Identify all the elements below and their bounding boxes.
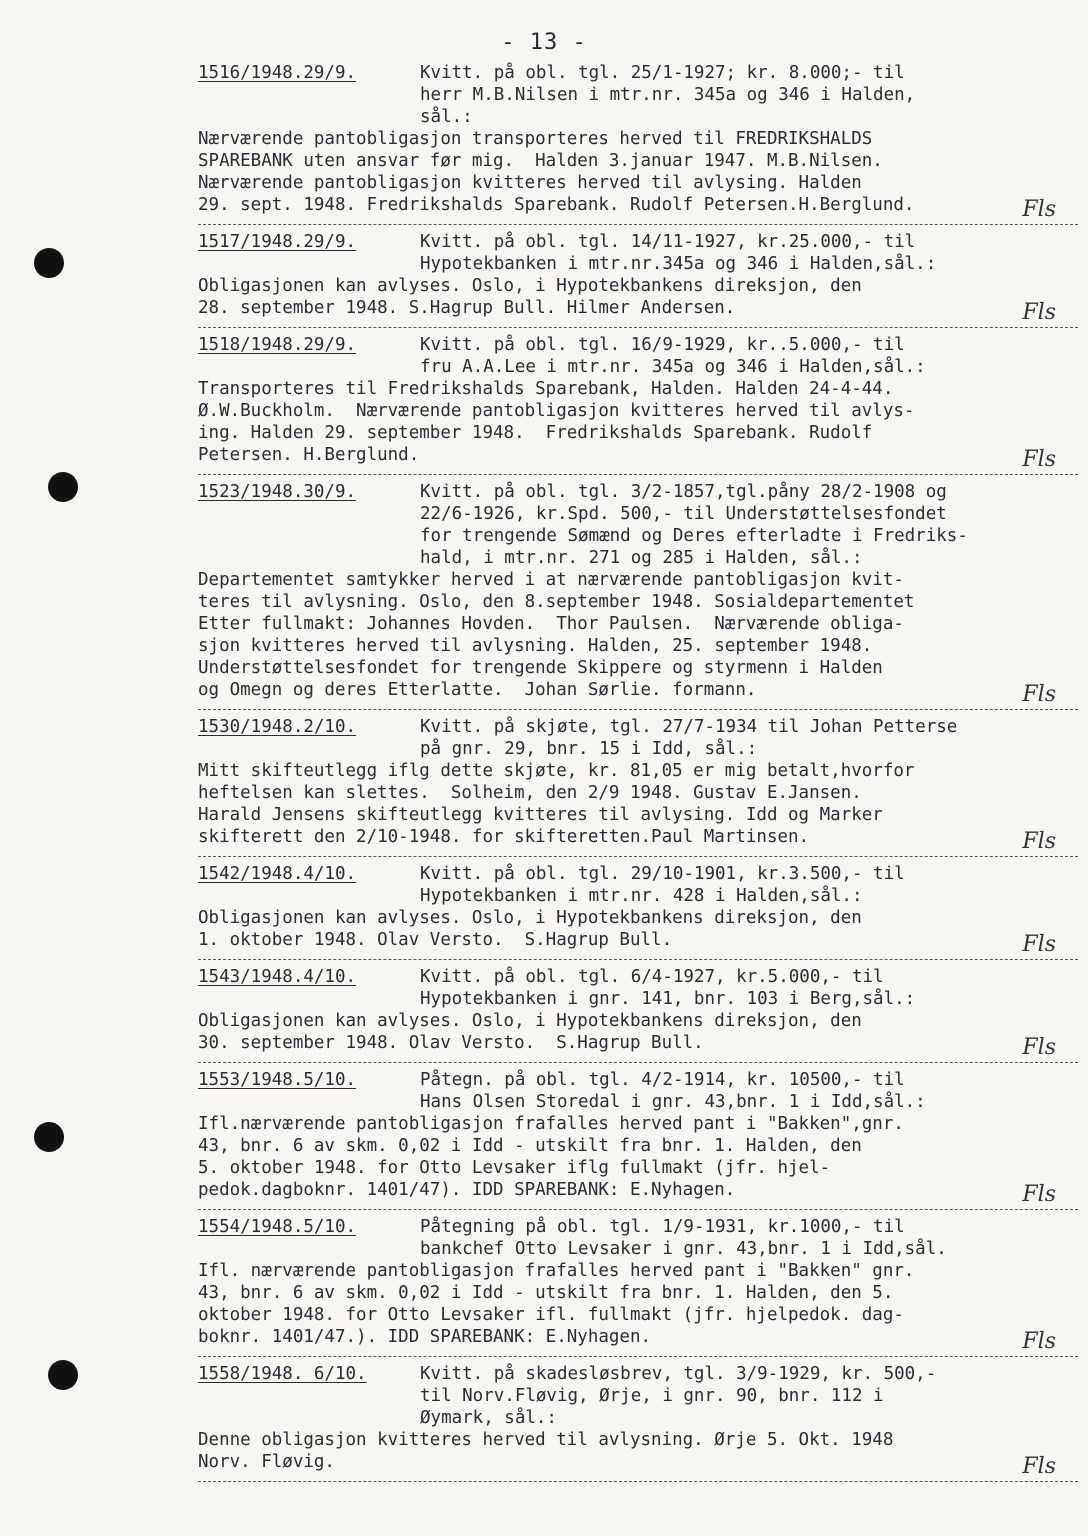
entry-body: Denne obligasjon kvitteres herved til avlysning. Ørje 5. Okt. 1948 Norv. Fløvig. bbox=[198, 1430, 894, 1472]
entry-separator bbox=[198, 1209, 1078, 1210]
entry-initials: Fls bbox=[1022, 829, 1056, 854]
entry-reference: 1523/1948.30/9. bbox=[198, 482, 357, 502]
entry-reference: 1516/1948.29/9. bbox=[198, 63, 357, 83]
journal-entry bbox=[198, 62, 1078, 222]
journal-entry bbox=[198, 1069, 1078, 1207]
entry-heading: Kvitt. på obl. tgl. 29/10-1901, kr.3.500,- til Hypotekbanken i mtr.nr. 428 i Halden,sål.: bbox=[420, 864, 905, 906]
entry-initials: Fls bbox=[1022, 1454, 1056, 1479]
entry-separator bbox=[198, 224, 1078, 225]
entry-initials: Fls bbox=[1022, 1329, 1056, 1354]
entry-initials: Fls bbox=[1022, 1035, 1056, 1060]
entry-heading: Påtegning på obl. tgl. 1/9-1931, kr.1000,- til bankchef Otto Levsaker i gnr. 43,bnr. 1 i Idd,sål. bbox=[420, 1217, 947, 1259]
journal-entry bbox=[198, 1216, 1078, 1354]
journal-entry bbox=[198, 231, 1078, 325]
entry-heading: Kvitt. på obl. tgl. 3/2-1857,tgl.påny 28/2-1908 og 22/6-1926, kr.Spd. 500,- til Understøttelsesfondet for trengende Sømænd og Deres efterladte i Fredriks- hald, i mtr.nr. 271 og 285 i Halden, sål.: bbox=[420, 482, 968, 568]
entry-heading: Kvitt. på obl. tgl. 14/11-1927, kr.25.000,- til Hypotekbanken i mtr.nr.345a og 346 i Halden,sål.: bbox=[420, 232, 937, 274]
entry-separator bbox=[198, 1356, 1078, 1357]
entry-reference: 1558/1948. 6/10. bbox=[198, 1364, 367, 1384]
journal-entry bbox=[198, 1363, 1078, 1479]
entry-initials: Fls bbox=[1022, 197, 1056, 222]
page-number: - 13 - bbox=[501, 30, 587, 55]
entry-reference: 1553/1948.5/10. bbox=[198, 1070, 357, 1090]
entry-reference: 1518/1948.29/9. bbox=[198, 335, 357, 355]
entry-heading: Kvitt. på obl. tgl. 25/1-1927; kr. 8.000;- til herr M.B.Nilsen i mtr.nr. 345a og 346 i Halden, sål.: bbox=[420, 63, 916, 127]
journal-entry bbox=[198, 481, 1078, 707]
punch-hole bbox=[48, 1360, 78, 1390]
entry-body: Obligasjonen kan avlyses. Oslo, i Hypotekbankens direksjon, den 30. september 1948. Olav Versto. S.Hagrup Bull. bbox=[198, 1011, 862, 1053]
entry-body: Departementet samtykker herved i at nærværende pantobligasjon kvit- teres til avlysning. Oslo, den 8.september 1948. Sosialdepartementet Etter fullmakt: Johannes Hovden. Thor Paulsen. Nærværende obliga- sjon kvitteres herved til avlysning. Halden, 25. september 1948. Understøttelsesfondet for trengende Skippere og styrmenn i Halden og Omegn og deres Etterlatte. Johan Sørlie. formann. bbox=[198, 570, 915, 700]
entry-body: Ifl. nærværende pantobligasjon frafalles herved pant i "Bakken" gnr. 43, bnr. 6 av skm. 0,02 i Idd - utskilt fra bnr. 1. Halden, den 5. oktober 1948. for Otto Levsaker ifl. fullmakt (jfr. hjelpedok. dag- boknr. 1401/47.). IDD SPAREBANK: E.Nyhagen. bbox=[198, 1261, 915, 1347]
entry-initials: Fls bbox=[1022, 1182, 1056, 1207]
entry-body: Nærværende pantobligasjon transporteres herved til FREDRIKSHALDS SPAREBANK uten ansvar før mig. Halden 3.januar 1947. M.B.Nilsen. Nærværende pantobligasjon kvitteres herved til avlysing. Halden 29. sept. 1948. Fredrikshalds Sparebank. Rudolf Petersen.H.Berglund. bbox=[198, 129, 915, 215]
entry-heading: Kvitt. på skjøte, tgl. 27/7-1934 til Johan Petterse på gnr. 29, bnr. 15 i Idd, sål.: bbox=[420, 717, 958, 759]
entry-separator bbox=[198, 856, 1078, 857]
entry-body: Obligasjonen kan avlyses. Oslo, i Hypotekbankens direksjon, den 28. september 1948. S.Hagrup Bull. Hilmer Andersen. bbox=[198, 276, 862, 318]
entry-initials: Fls bbox=[1022, 300, 1056, 325]
entry-reference: 1554/1948.5/10. bbox=[198, 1217, 357, 1237]
entry-separator bbox=[198, 1062, 1078, 1063]
entry-reference: 1530/1948.2/10. bbox=[198, 717, 357, 737]
entry-separator bbox=[198, 1481, 1078, 1482]
entry-reference: 1542/1948.4/10. bbox=[198, 864, 357, 884]
entry-reference: 1517/1948.29/9. bbox=[198, 232, 357, 252]
journal-entry bbox=[198, 334, 1078, 472]
entry-initials: Fls bbox=[1022, 932, 1056, 957]
punch-hole bbox=[48, 472, 78, 502]
entry-heading: Kvitt. på skadesløsbrev, tgl. 3/9-1929, kr. 500,- til Norv.Fløvig, Ørje, i gnr. 90, bnr. 112 i Øymark, sål.: bbox=[420, 1364, 937, 1428]
journal-entry bbox=[198, 716, 1078, 854]
entry-heading: Kvitt. på obl. tgl. 6/4-1927, kr.5.000,- til Hypotekbanken i gnr. 141, bnr. 103 i Berg,sål.: bbox=[420, 967, 916, 1009]
entry-list bbox=[198, 62, 1078, 1488]
entry-heading: Kvitt. på obl. tgl. 16/9-1929, kr..5.000,- til fru A.A.Lee i mtr.nr. 345a og 346 i Halden,sål.: bbox=[420, 335, 926, 377]
journal-entry bbox=[198, 863, 1078, 957]
entry-body: Mitt skifteutlegg iflg dette skjøte, kr. 81,05 er mig betalt,hvorfor heftelsen kan slettes. Solheim, den 2/9 1948. Gustav E.Jansen. Harald Jensens skifteutlegg kvitteres til avlysing. Idd og Marker skifterett den 2/10-1948. for skifteretten.Paul Martinsen. bbox=[198, 761, 915, 847]
entry-body: Obligasjonen kan avlyses. Oslo, i Hypotekbankens direksjon, den 1. oktober 1948. Olav Versto. S.Hagrup Bull. bbox=[198, 908, 862, 950]
entry-separator bbox=[198, 327, 1078, 328]
entry-separator bbox=[198, 959, 1078, 960]
journal-entry bbox=[198, 966, 1078, 1060]
entry-body: Transporteres til Fredrikshalds Sparebank, Halden. Halden 24-4-44. Ø.W.Buckholm. Nærværende pantobligasjon kvitteres herved til avlys- ing. Halden 29. september 1948. Fredrikshalds Sparebank. Rudolf Petersen. H.Berglund. bbox=[198, 379, 915, 465]
punch-hole bbox=[34, 248, 64, 278]
entry-separator bbox=[198, 474, 1078, 475]
entry-initials: Fls bbox=[1022, 682, 1056, 707]
entry-body: Ifl.nærværende pantobligasjon frafalles herved pant i "Bakken",gnr. 43, bnr. 6 av skm. 0,02 i Idd - utskilt fra bnr. 1. Halden, den 5. oktober 1948. for Otto Levsaker iflg fullmakt (jfr. hjel- pedok.dagboknr. 1401/47). IDD SPAREBANK: E.Nyhagen. bbox=[198, 1114, 904, 1200]
entry-heading: Påtegn. på obl. tgl. 4/2-1914, kr. 10500,- til Hans Olsen Storedal i gnr. 43,bnr. 1 i Idd,sål.: bbox=[420, 1070, 926, 1112]
entry-separator bbox=[198, 709, 1078, 710]
punch-hole bbox=[34, 1122, 64, 1152]
entry-initials: Fls bbox=[1022, 447, 1056, 472]
entry-reference: 1543/1948.4/10. bbox=[198, 967, 357, 987]
